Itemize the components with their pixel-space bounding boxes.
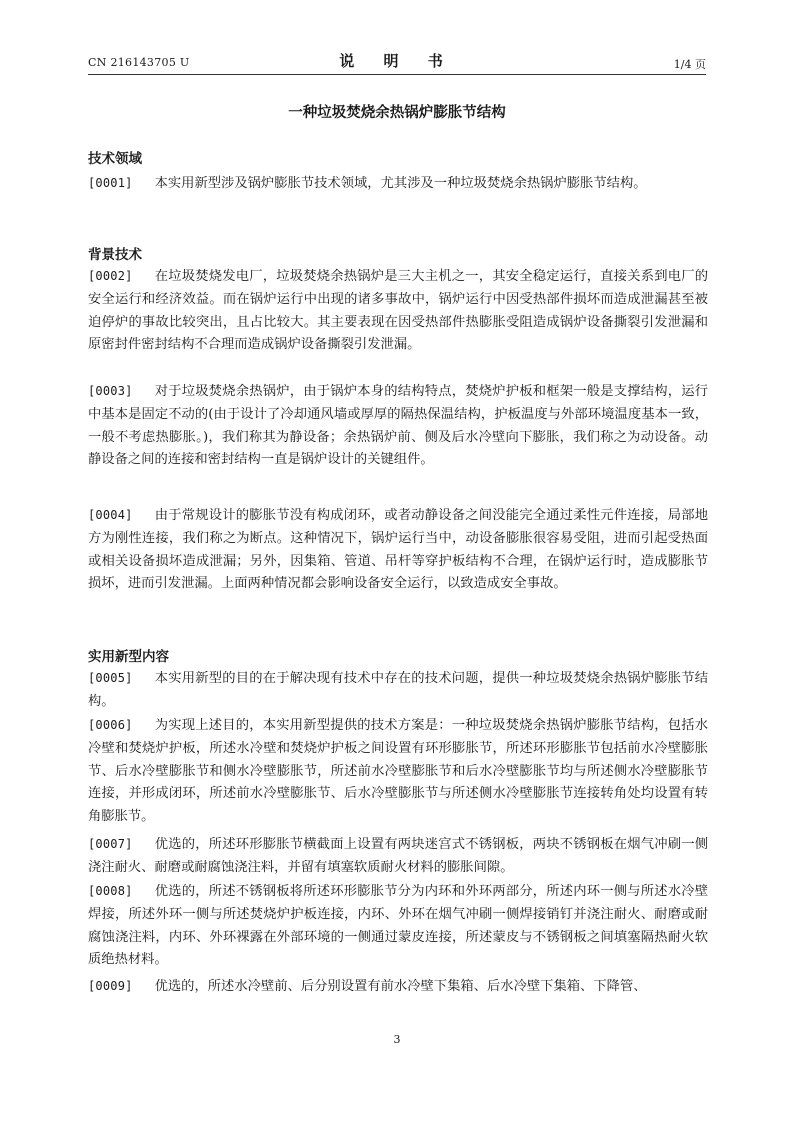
section-heading-utility-model-content: 实用新型内容 — [88, 649, 169, 665]
section-heading-technical-field: 技术领域 — [88, 151, 142, 167]
paragraph-text: 本实用新型的目的在于解决现有技术中存在的技术问题，提供一种垃圾焚烧余热锅炉膨胀节结构。 — [88, 671, 708, 709]
paragraph-text: 由于常规设计的膨胀节没有构成闭环，或者动静设备之间没能完全通过柔性元件连接，局部地方为刚性连接，我们称之为断点。这种情况下，锅炉运行当中，动设备膨胀很容易受阻，进而引起受热面或相关设备损坏造成泄漏；另外，因集箱、管道、吊杆等穿护板结构不合理，在锅炉运行时，造成膨胀节损坏，进而引发泄漏。上面两种情况都会影响设备安全运行，以致造成安全事故。 — [88, 508, 708, 592]
paragraph-text: 在垃圾焚烧发电厂，垃圾焚烧余热锅炉是三大主机之一，其安全稳定运行，直接关系到电厂的安全运行和经济效益。而在锅炉运行中出现的诸多事故中，锅炉运行中因受热部件损坏而造成泄漏甚至被迫停炉的事故比较突出，且占比较大。其主要表现在因受热部件热膨胀受阻造成锅炉设备撕裂引发泄漏和原密封件密封结构不合理而造成锅炉设备撕裂引发泄漏。 — [88, 269, 708, 353]
paragraph-number: [0001] — [88, 176, 133, 190]
paragraph-0001 — [88, 172, 708, 196]
paragraph-number: [0002] — [88, 269, 133, 283]
paragraph-number: [0006] — [88, 718, 133, 732]
paragraph-text: 对于垃圾焚烧余热锅炉，由于锅炉本身的结构特点，焚烧炉护板和框架一般是支撑结构，运行中基本是固定不动的(由于设计了冷却通风墙或厚厚的隔热保温结构，护板温度与外部环境温度基本一致，一般不考虑热膨胀。)，我们称其为静设备；余热锅炉前、侧及后水冷壁向下膨胀，我们称之为动设备。动静设备之间的连接和密封结构一直是锅炉设计的关键组件。 — [88, 384, 708, 468]
page-number: 3 — [393, 1033, 401, 1046]
patent-number: CN 216143705 U — [88, 56, 190, 69]
paragraph-0007 — [88, 833, 708, 880]
paragraph-text: 本实用新型涉及锅炉膨胀节技术领域，尤其涉及一种垃圾焚烧余热锅炉膨胀节结构。 — [154, 176, 647, 191]
paragraph-0008 — [88, 880, 708, 972]
page-header — [88, 50, 706, 72]
paragraph-text: 为实现上述目的，本实用新型提供的技术方案是：一种垃圾焚烧余热锅炉膨胀节结构，包括水冷壁和焚烧炉护板，所述水冷壁和焚烧炉护板之间设置有环形膨胀节，所述环形膨胀节包括前水冷壁膨胀节、后水冷壁膨胀节和侧水冷壁膨胀节，所述前水冷壁膨胀节和后水冷壁膨胀节均与所述侧水冷壁膨胀节连接，并形成闭环，所述前水冷壁膨胀节、后水冷壁膨胀节与所述侧水冷壁膨胀节连接转角处均设置有转角膨胀节。 — [88, 718, 708, 825]
paragraph-text: 优选的，所述环形膨胀节横截面上设置有两块迷宫式不锈钢板，两块不锈钢板在烟气冲刷一侧浇注耐火、耐磨或耐腐蚀浇注料，并留有填塞软质耐火材料的膨胀间隙。 — [88, 837, 708, 875]
paragraph-text: 优选的，所述不锈钢板将所述环形膨胀节分为内环和外环两部分，所述内环一侧与所述水冷壁焊接，所述外环一侧与所述焚烧炉护板连接，内环、外环在烟气冲刷一侧焊接销钉并浇注耐火、耐磨或耐腐蚀浇注料，内环、外环裸露在外部环境的一侧通过蒙皮连接，所述蒙皮与不锈钢板之间填塞隔热耐火软质绝热材料。 — [88, 884, 708, 968]
paragraph-text: 优选的，所述水冷壁前、后分别设置有前水冷壁下集箱、后水冷壁下集箱、下降管、 — [154, 979, 647, 994]
paragraph-0003 — [88, 380, 708, 472]
header-divider — [88, 74, 706, 75]
paragraph-number: [0005] — [88, 671, 133, 685]
paragraph-0004 — [88, 504, 708, 596]
document-type: 说 明 书 — [339, 52, 455, 70]
section-heading-background: 背景技术 — [88, 247, 142, 263]
paragraph-number: [0008] — [88, 884, 133, 898]
document-title: 一种垃圾焚烧余热锅炉膨胀节结构 — [288, 105, 506, 121]
paragraph-0009 — [88, 975, 708, 999]
paragraph-0005 — [88, 667, 708, 714]
paragraph-0002 — [88, 265, 708, 357]
page-indicator: 1/4 页 — [673, 58, 706, 71]
paragraph-number: [0007] — [88, 837, 133, 851]
paragraph-0006 — [88, 714, 708, 829]
paragraph-number: [0003] — [88, 384, 133, 398]
paragraph-number: [0004] — [88, 508, 133, 522]
paragraph-number: [0009] — [88, 979, 133, 993]
